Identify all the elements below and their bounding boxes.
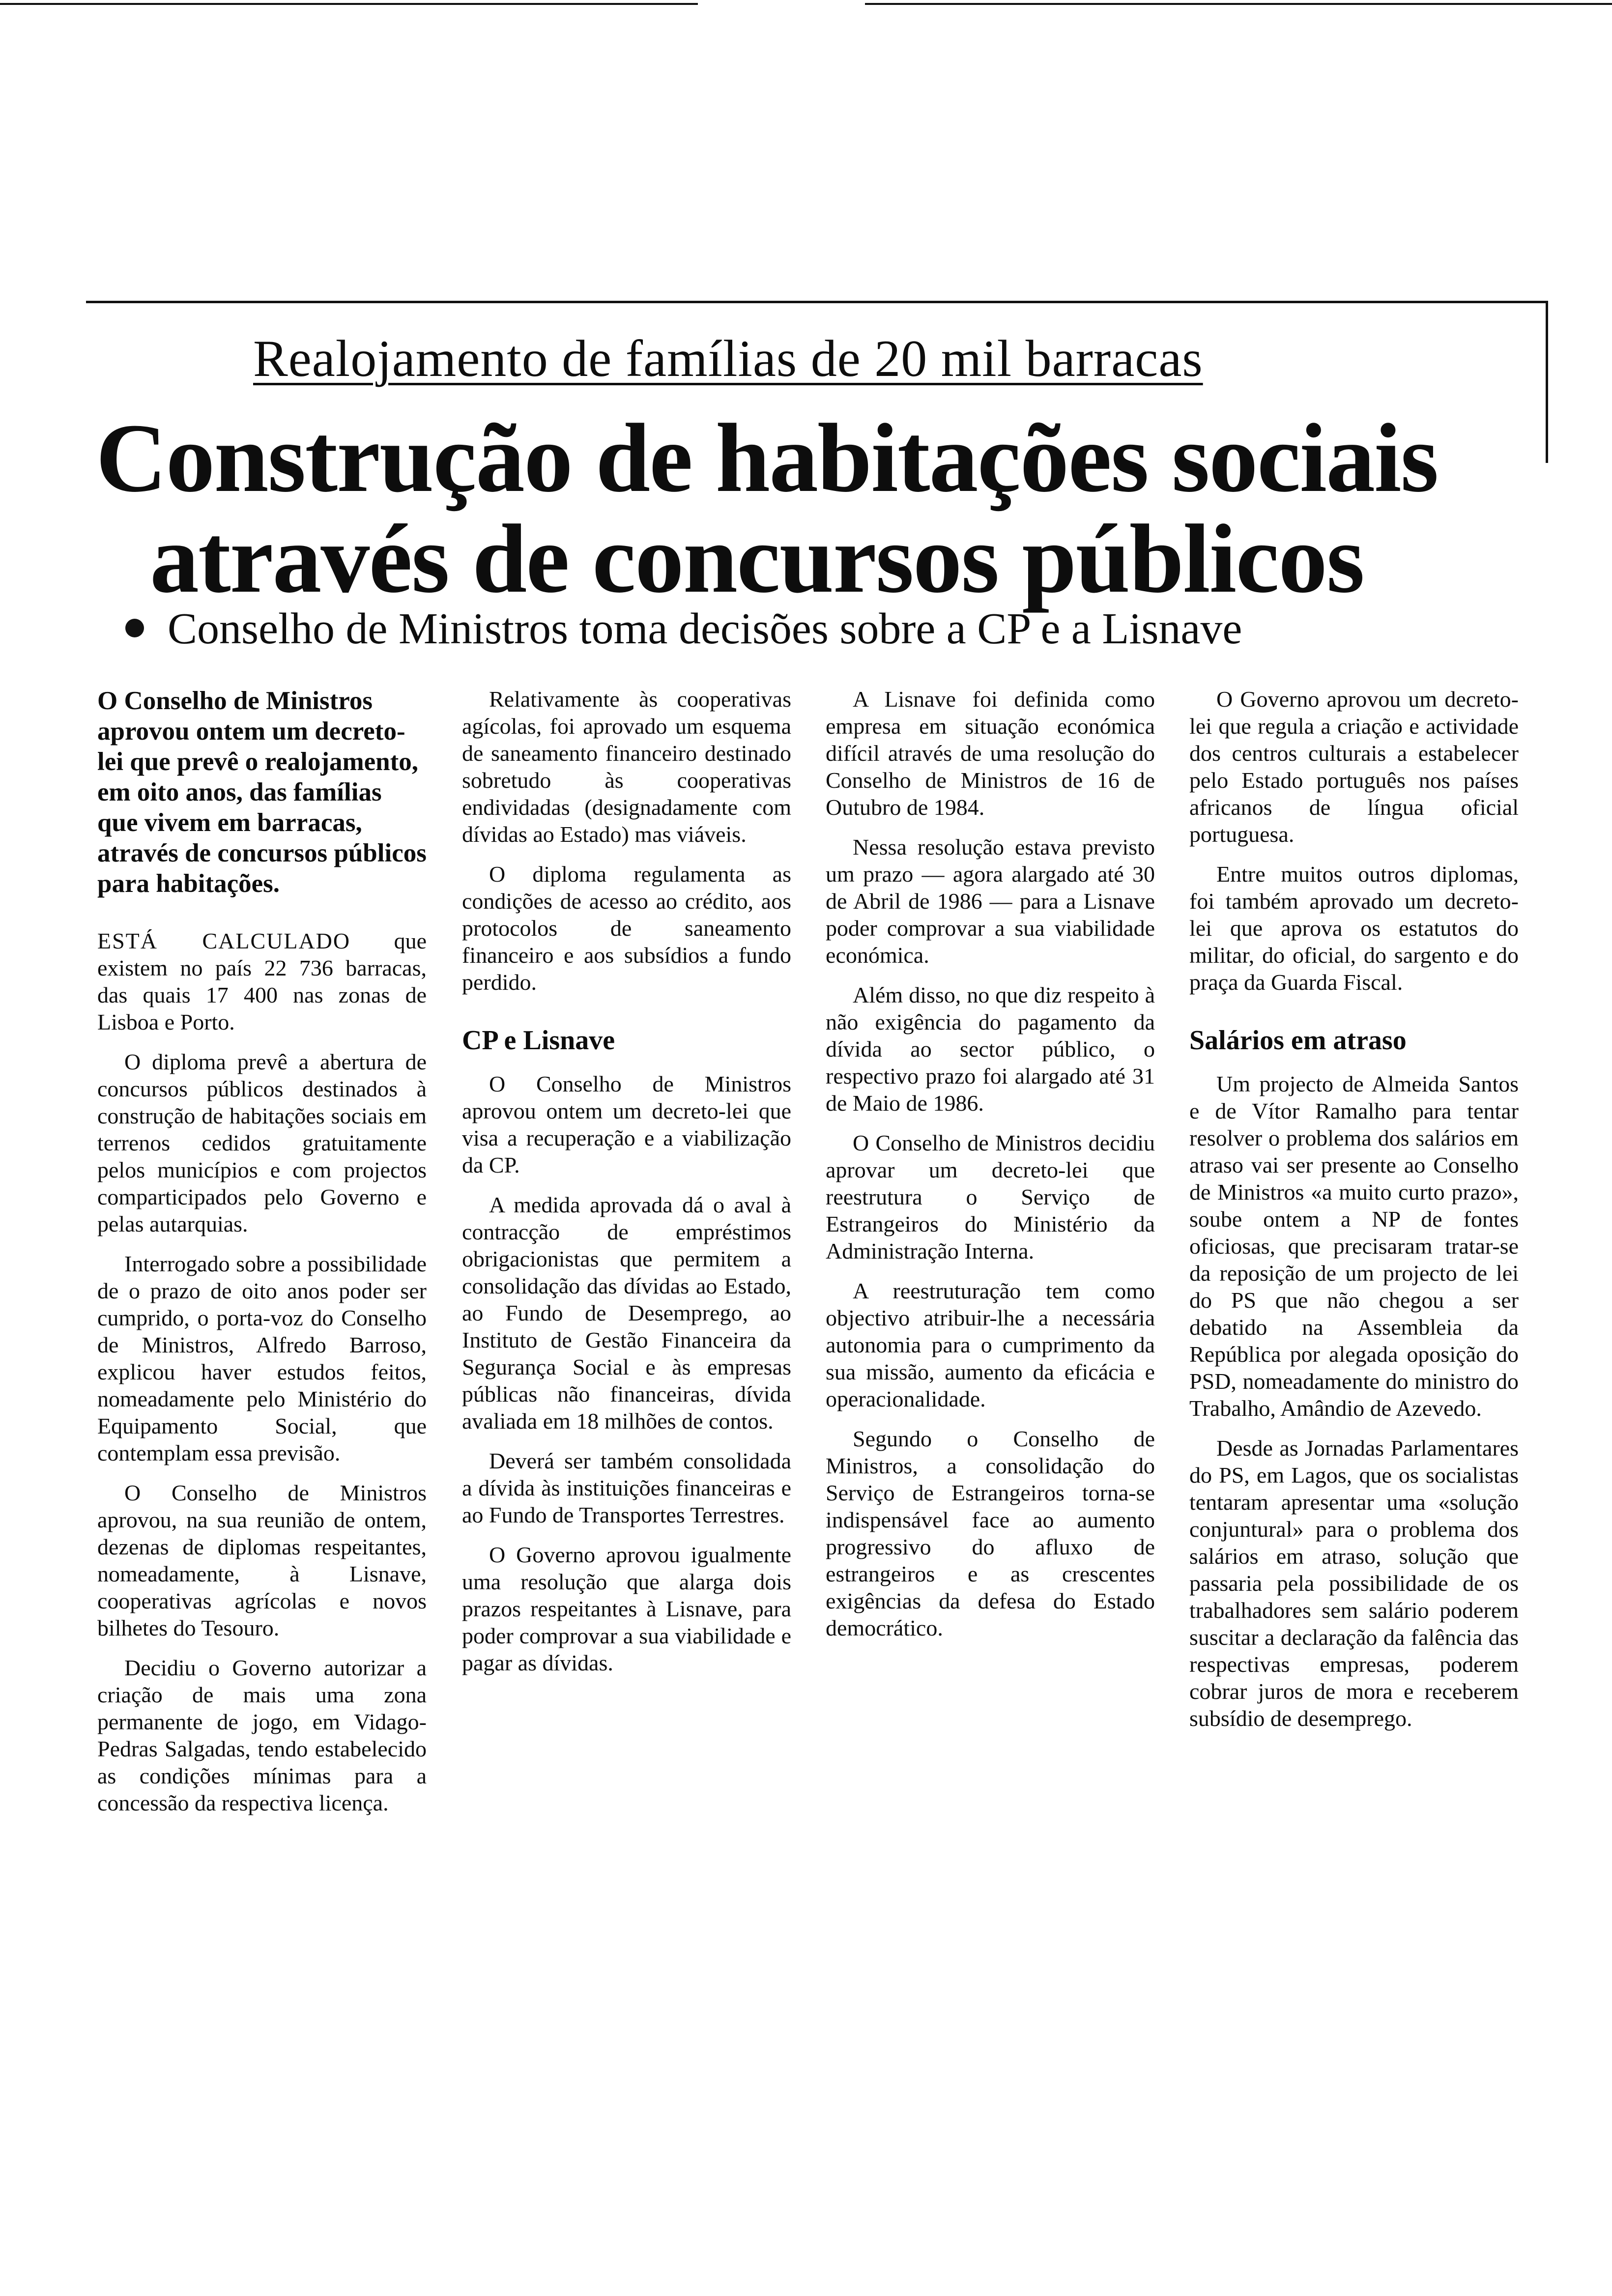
paragraph: O Governo aprovou igualmente uma resolução que alarga dois prazos respeitantes à Lisnave, para poder comprovar a sua viabilidade e pagar as dívidas. bbox=[462, 1542, 791, 1675]
paragraph: Interrogado sobre a possibilidade de o prazo de oito anos poder ser cumprido, o porta-voz do Conselho de Ministros, Alfredo Barroso, explicou haver estudos feitos, nomeadamente pelo Ministério do Equipamento Social, que contemplam essa previsão. bbox=[97, 1251, 427, 1465]
headline-line-2: através de concursos públicos bbox=[150, 505, 1364, 613]
column-2 bbox=[462, 686, 791, 1676]
paragraph: Nessa resolução estava previsto um prazo — agora alargado até 30 de Abril de 1986 — para a Lisnave poder comprovar a sua viabilidade económica. bbox=[826, 834, 1155, 968]
paragraph: Relativamente às cooperativas agícolas, foi aprovado um esquema de saneamento financeiro destinado sobretudo às cooperativas endividadas (designadamente com dívidas ao Estado) mas viáveis. bbox=[462, 687, 791, 847]
paragraph-text: que existem no país 22 736 barracas, das quais 17 400 nas zonas de Lisboa e Porto. bbox=[97, 928, 427, 1034]
paragraph: O diploma regulamenta as condições de acesso ao crédito, aos protocolos de saneamento financeiro e aos subsídios a fundo perdido. bbox=[462, 861, 791, 995]
top-edge-rule-left bbox=[0, 3, 698, 5]
paragraph: O diploma prevê a abertura de concursos públicos destinados à construção de habitações sociais em terrenos cedidos gratuitamente pelos municípios e com projectos comparticipados pelo Governo e pelas autarquias. bbox=[97, 1049, 427, 1236]
paragraph: Entre muitos outros diplomas, foi também aprovado um decreto-lei que aprova os estatutos do militar, do oficial, do sargento e do praça da Guarda Fiscal. bbox=[1189, 861, 1519, 995]
column-4 bbox=[1189, 686, 1519, 1732]
paragraph: Deverá ser também consolidada a dívida às instituições financeiras e ao Fundo de Transportes Terrestres. bbox=[462, 1448, 791, 1527]
headline-line-1: Construção de habitações sociais bbox=[96, 404, 1438, 513]
subheadline bbox=[125, 597, 1560, 661]
column-1 bbox=[97, 686, 427, 1816]
paragraph: Um projecto de Almeida Santos e de Vítor Ramalho para tentar resolver o problema dos salários em atraso vai ser presente ao Conselho de Ministros «a muito curto prazo», soube ontem a NP de fontes oficiosas, que precisaram tratar-se da reposição de um projecto de lei do PS que não chegou a ser debatido na Assembleia da República por alegada oposição do PSD, nomeadamente do ministro do Trabalho, Amândio de Azevedo. bbox=[1189, 1071, 1519, 1421]
column-3 bbox=[826, 686, 1155, 1641]
paragraph: O Governo aprovou um decreto-lei que regula a criação e actividade dos centros culturais a estabelecer pelo Estado português nos países africanos de língua oficial portuguesa. bbox=[1189, 687, 1519, 847]
paragraph: Segundo o Conselho de Ministros, a consolidação do Serviço de Estrangeiros torna-se indispensável face ao aumento progressivo do afluxo de estrangeiros e as crescentes exigências da defesa do Estado democrático. bbox=[826, 1426, 1155, 1640]
paragraph: A Lisnave foi definida como empresa em situação económica difícil através de uma resolução do Conselho de Ministros de 16 de Outubro de 1984. bbox=[826, 687, 1155, 820]
top-edge-rule-right bbox=[865, 3, 1612, 5]
paragraph: O Conselho de Ministros decidiu aprovar um decreto-lei que reestrutura o Serviço de Estrangeiros do Ministério da Administração Interna. bbox=[826, 1130, 1155, 1263]
paragraph: O Conselho de Ministros aprovou, na sua reunião de ontem, dezenas de diplomas respeitantes, nomeadamente, à Lisnave, cooperativas agrícolas e novos bilhetes do Tesouro. bbox=[97, 1480, 427, 1640]
kicker: Realojamento de famílias de 20 mil barracas bbox=[253, 330, 1203, 387]
paragraph: Desde as Jornadas Parlamentares do PS, em Lagos, que os socialistas tentaram apresentar uma «solução conjuntural» para o problema dos salários em atraso, solução que passaria pela possibilidade de os trabalhadores sem salário poderem suscitar a declaração da falência das respectivas empresas, poderem cobrar juros de mora e receberem subsídio de desemprego. bbox=[1189, 1435, 1519, 1731]
lede: O Conselho de Ministros aprovou ontem um decreto-lei que prevê o realojamento, em oito anos, das famílias que vivem em barracas, através de concursos públicos para habitações. bbox=[97, 687, 427, 898]
opening-caps: ESTÁ CALCULADO bbox=[97, 928, 351, 953]
paragraph: Decidiu o Governo autorizar a criação de mais uma zona permanente de jogo, em Vidago-Pedras Salgadas, tendo estabelecido as condições mínimas para a concessão da respectiva licença. bbox=[97, 1655, 427, 1815]
article-frame-top bbox=[86, 301, 1548, 303]
paragraph: O Conselho de Ministros aprovou ontem um decreto-lei que visa a recuperação e a viabilização da CP. bbox=[462, 1071, 791, 1177]
paragraph: Além disso, no que diz respeito à não exigência do pagamento da dívida ao sector público, o respectivo prazo foi alargado até 31 de Maio de 1986. bbox=[826, 982, 1155, 1116]
subheadline-text: Conselho de Ministros toma decisões sobre a CP e a Lisnave bbox=[168, 604, 1242, 653]
bullet-icon bbox=[125, 619, 144, 637]
paragraph: A reestruturação tem como objectivo atribuir-lhe a necessária autonomia para o cumprimento da sua missão, aumento da eficácia e operacionalidade. bbox=[826, 1278, 1155, 1411]
section-title-cp-lisnave: CP e Lisnave bbox=[462, 1025, 615, 1056]
section-title-salarios: Salários em atraso bbox=[1189, 1025, 1407, 1056]
paragraph: A medida aprovada dá o aval à contracção de empréstimos obrigacionistas que permitem a consolidação das dívidas ao Estado, ao Fundo de Desemprego, ao Instituto de Gestão Financeira da Segurança Social e às empresas públicas não financeiras, dívida avaliada em 18 milhões de contos. bbox=[462, 1192, 791, 1434]
paragraph bbox=[97, 927, 427, 1035]
article-frame-right bbox=[1546, 301, 1548, 463]
